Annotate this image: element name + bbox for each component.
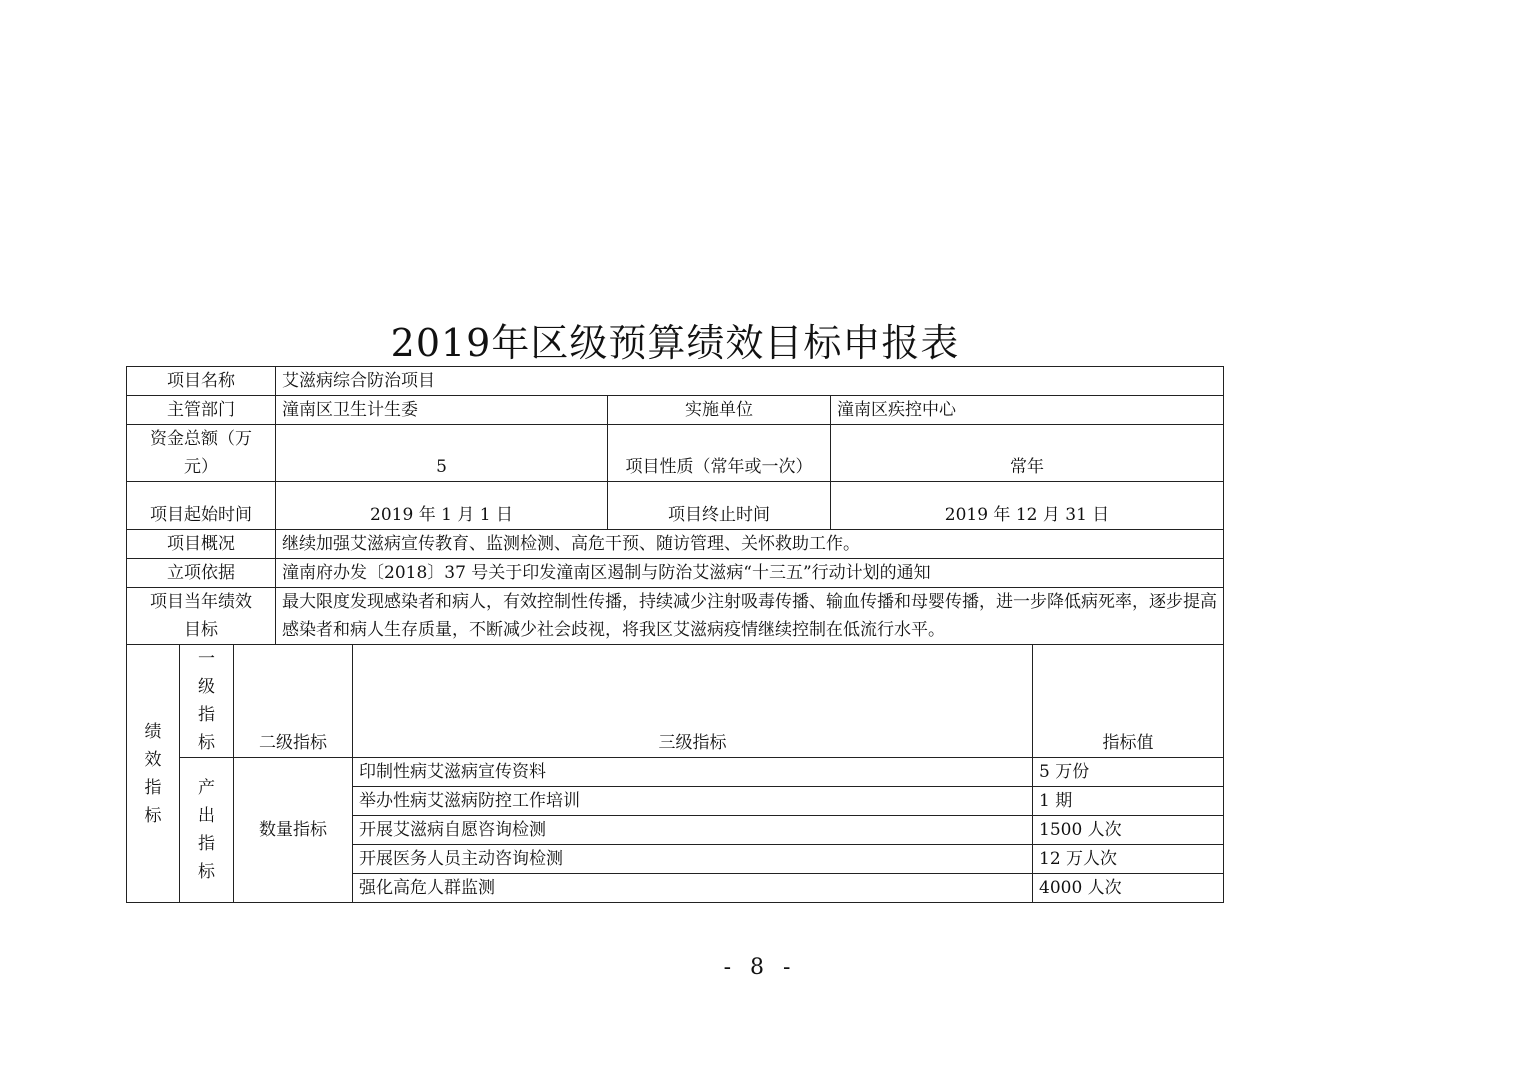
- indicator-name: 举办性病艾滋病防控工作培训: [353, 787, 1033, 816]
- form-title: 2019年区级预算绩效目标申报表: [390, 321, 960, 365]
- level3-header: 三级指标: [353, 645, 1033, 758]
- indicator-name: 强化高危人群监测: [353, 874, 1033, 903]
- value-header: 指标值: [1033, 645, 1224, 758]
- start-time-label: 项目起始时间: [127, 482, 276, 530]
- goal-label-line2: 目标: [184, 620, 218, 640]
- level1-header: 一 级 指 标: [180, 645, 234, 758]
- budget-target-table: [126, 366, 1224, 903]
- overview-value: 继续加强艾滋病宣传教育、监测检测、高危干预、随访管理、关怀救助工作。: [276, 530, 1224, 559]
- end-time-value: 2019 年 12 月 31 日: [831, 482, 1224, 530]
- indicator-value: 1 期: [1033, 787, 1224, 816]
- dept-label: 主管部门: [127, 396, 276, 425]
- level2-header: 二级指标: [234, 645, 353, 758]
- level1-output-indicator: 产 出 指 标: [180, 758, 234, 903]
- level2-quantity-indicator: 数量指标: [234, 758, 353, 903]
- indicator-name: 印制性病艾滋病宣传资料: [353, 758, 1033, 787]
- indicator-value: 1500 人次: [1033, 816, 1224, 845]
- row-department: [127, 396, 1224, 425]
- overview-label: 项目概况: [127, 530, 276, 559]
- row-funds: [127, 425, 1224, 482]
- funds-label-line2: 元）: [184, 457, 218, 477]
- row-project-name: [127, 367, 1224, 396]
- section-label-performance-indicators: 绩 效 指 标: [127, 645, 180, 903]
- start-time-value: 2019 年 1 月 1 日: [276, 482, 608, 530]
- indicator-name: 开展医务人员主动咨询检测: [353, 845, 1033, 874]
- dept-value: 潼南区卫生计生委: [276, 396, 608, 425]
- project-name-label: 项目名称: [127, 367, 276, 396]
- goal-value: 最大限度发现感染者和病人，有效控制性传播，持续减少注射吸毒传播、输血传播和母婴传播，进一步降低病死率，逐步提高感染者和病人生存质量，不断减少社会歧视，将我区艾滋病疫情继续控制在低流行水平。: [276, 588, 1224, 645]
- indicator-value: 4000 人次: [1033, 874, 1224, 903]
- indicator-value: 12 万人次: [1033, 845, 1224, 874]
- nature-label: 项目性质（常年或一次）: [608, 425, 831, 482]
- row-period: [127, 482, 1224, 530]
- row-indicator-header: [127, 645, 1224, 758]
- row-annual-goal: [127, 588, 1224, 645]
- nature-value: 常年: [831, 425, 1224, 482]
- goal-label: [127, 588, 276, 645]
- funds-label: [127, 425, 276, 482]
- page-number: - 8 -: [723, 955, 797, 980]
- impl-unit-value: 潼南区疾控中心: [831, 396, 1224, 425]
- row-overview: [127, 530, 1224, 559]
- funds-value: 5: [276, 425, 608, 482]
- basis-value: 潼南府办发〔2018〕37 号关于印发潼南区遏制与防治艾滋病“十三五”行动计划的通知: [276, 559, 1224, 588]
- indicator-value: 5 万份: [1033, 758, 1224, 787]
- project-name-value: 艾滋病综合防治项目: [276, 367, 1224, 396]
- goal-label-line1: 项目当年绩效: [150, 592, 252, 612]
- end-time-label: 项目终止时间: [608, 482, 831, 530]
- basis-label: 立项依据: [127, 559, 276, 588]
- row-basis: [127, 559, 1224, 588]
- indicator-name: 开展艾滋病自愿咨询检测: [353, 816, 1033, 845]
- table-row: [127, 758, 1224, 787]
- impl-unit-label: 实施单位: [608, 396, 831, 425]
- funds-label-line1: 资金总额（万: [150, 429, 252, 449]
